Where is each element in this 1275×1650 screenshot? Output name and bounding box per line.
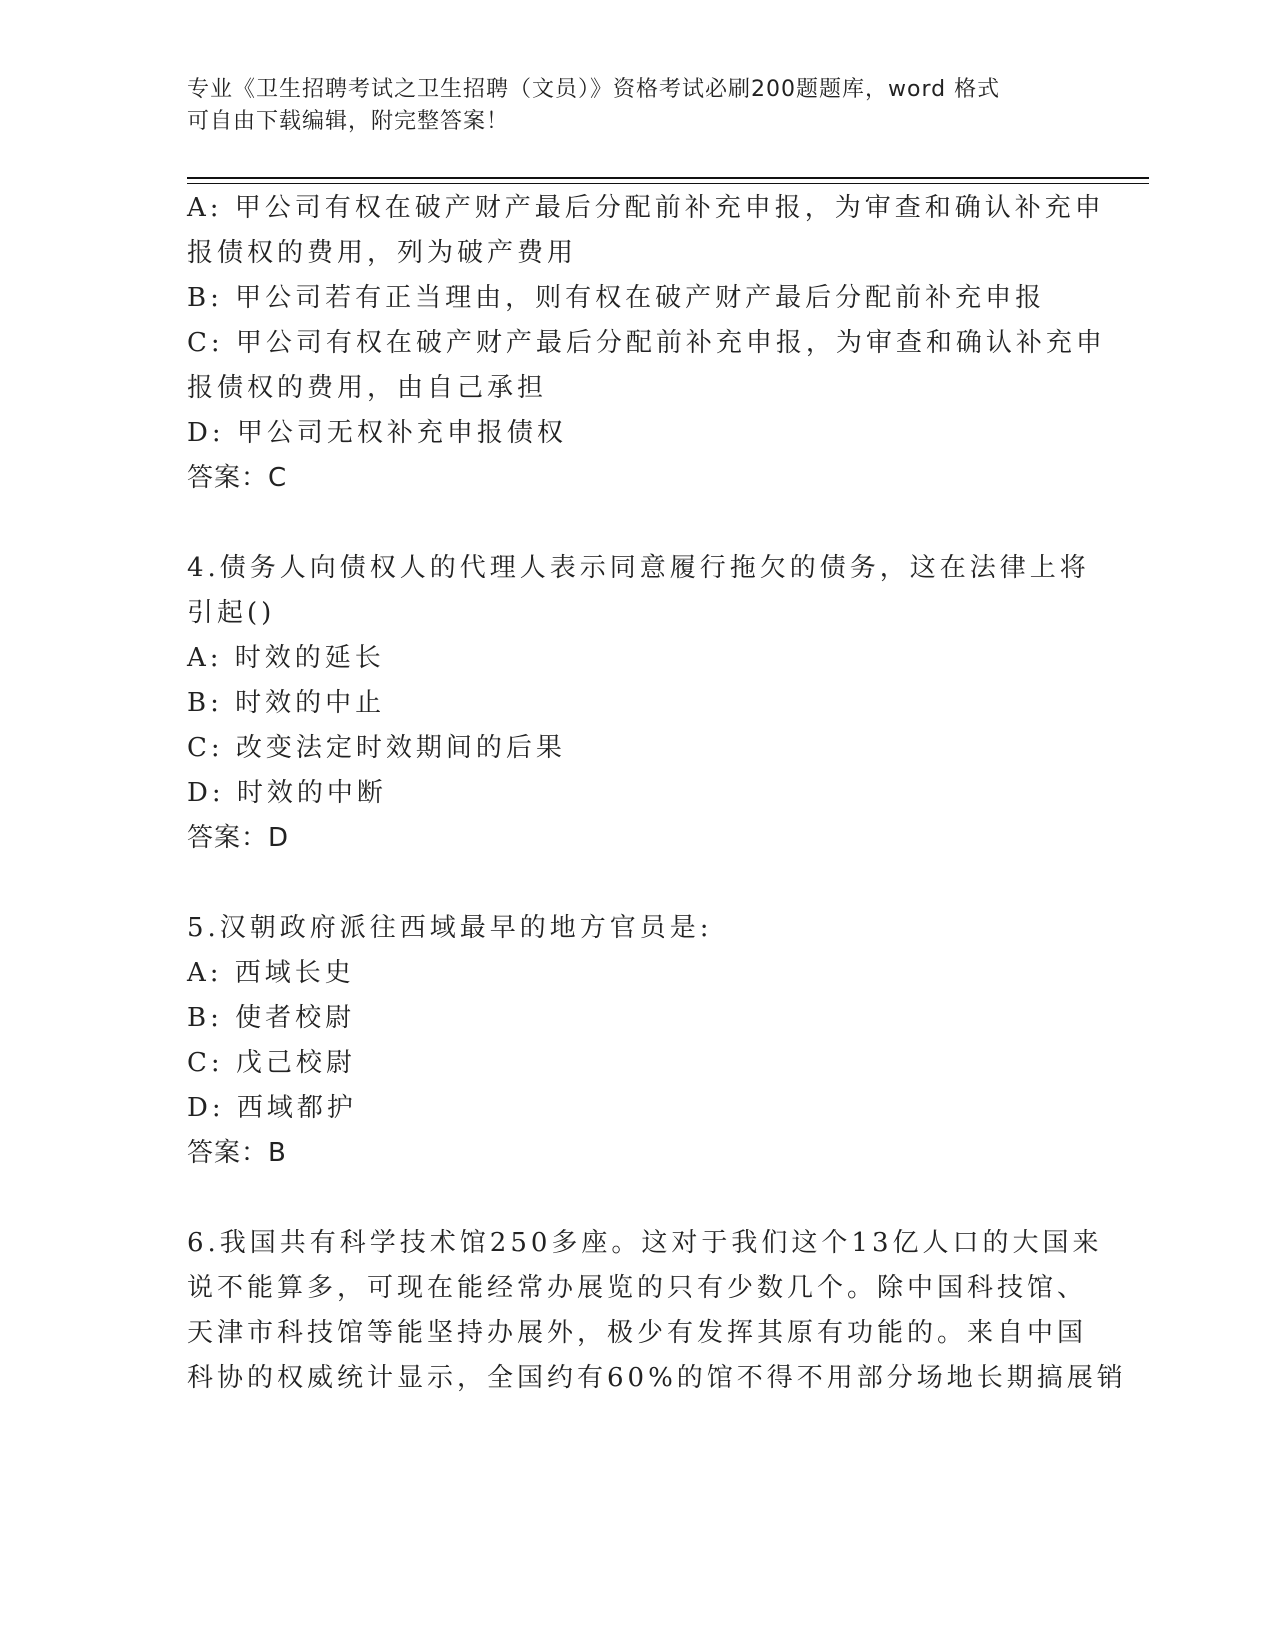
q4-option-d: D: 时效的中断 bbox=[187, 778, 387, 808]
q5-option-d: D: 西域都护 bbox=[187, 1093, 357, 1123]
q5-option-a: A: 西域长史 bbox=[187, 958, 355, 988]
question-6-block bbox=[187, 1221, 1127, 1401]
header-rule-thick bbox=[187, 177, 1149, 179]
q4-option-b: B: 时效的中止 bbox=[187, 688, 386, 718]
q3-option-c-line-1: C: 甲公司有权在破产财产最后分配前补充申报，为审查和确认补充申 bbox=[187, 328, 1106, 358]
document-header bbox=[187, 74, 1087, 138]
q3-option-a-line-2: 报债权的费用，列为破产费用 bbox=[187, 238, 578, 268]
q4-stem-line-1: 4.债务人向债权人的代理人表示同意履行拖欠的债务，这在法律上将 bbox=[187, 553, 1090, 583]
q6-stem-line-3: 天津市科技馆等能坚持办展外，极少有发挥其原有功能的。来自中国 bbox=[187, 1318, 1088, 1348]
spacer bbox=[187, 501, 1087, 546]
q4-option-c: C: 改变法定时效期间的后果 bbox=[187, 733, 566, 763]
question-3-block bbox=[187, 186, 1106, 501]
q5-option-b: B: 使者校尉 bbox=[187, 1003, 356, 1033]
spacer bbox=[187, 861, 1087, 906]
q3-option-d: D: 甲公司无权补充申报债权 bbox=[187, 418, 567, 448]
q4-answer: 答案：D bbox=[187, 823, 290, 853]
question-5-block bbox=[187, 906, 1087, 1176]
q3-option-b: B: 甲公司若有正当理由，则有权在破产财产最后分配前补充申报 bbox=[187, 283, 1046, 313]
q4-stem-line-2: 引起() bbox=[187, 598, 276, 628]
q3-option-a-line-1: A: 甲公司有权在破产财产最后分配前补充申报，为审查和确认补充申 bbox=[187, 193, 1105, 223]
q4-option-a: A: 时效的延长 bbox=[187, 643, 385, 673]
question-4-block bbox=[187, 546, 1090, 861]
document-body bbox=[187, 186, 1127, 1401]
q6-stem-line-2: 说不能算多，可现在能经常办展览的只有少数几个。除中国科技馆、 bbox=[187, 1273, 1088, 1303]
q6-stem-line-4: 科协的权威统计显示，全国约有60%的馆不得不用部分场地长期搞展销 bbox=[187, 1363, 1127, 1393]
q5-answer: 答案：B bbox=[187, 1138, 287, 1168]
header-line-1: 专业《卫生招聘考试之卫生招聘（文员）》资格考试必刷200题题库，word 格式 bbox=[187, 77, 1001, 102]
header-line-2: 可自由下载编辑，附完整答案！ bbox=[187, 109, 510, 134]
q5-stem: 5.汉朝政府派往西域最早的地方官员是: bbox=[187, 913, 713, 943]
q6-stem-line-1: 6.我国共有科学技术馆250多座。这对于我们这个13亿人口的大国来 bbox=[187, 1228, 1103, 1258]
q5-option-c: C: 戊己校尉 bbox=[187, 1048, 356, 1078]
header-rule-thin bbox=[187, 183, 1149, 184]
spacer bbox=[187, 1176, 1087, 1221]
q3-option-c-line-2: 报债权的费用，由自己承担 bbox=[187, 373, 548, 403]
q3-answer: 答案：C bbox=[187, 463, 288, 493]
